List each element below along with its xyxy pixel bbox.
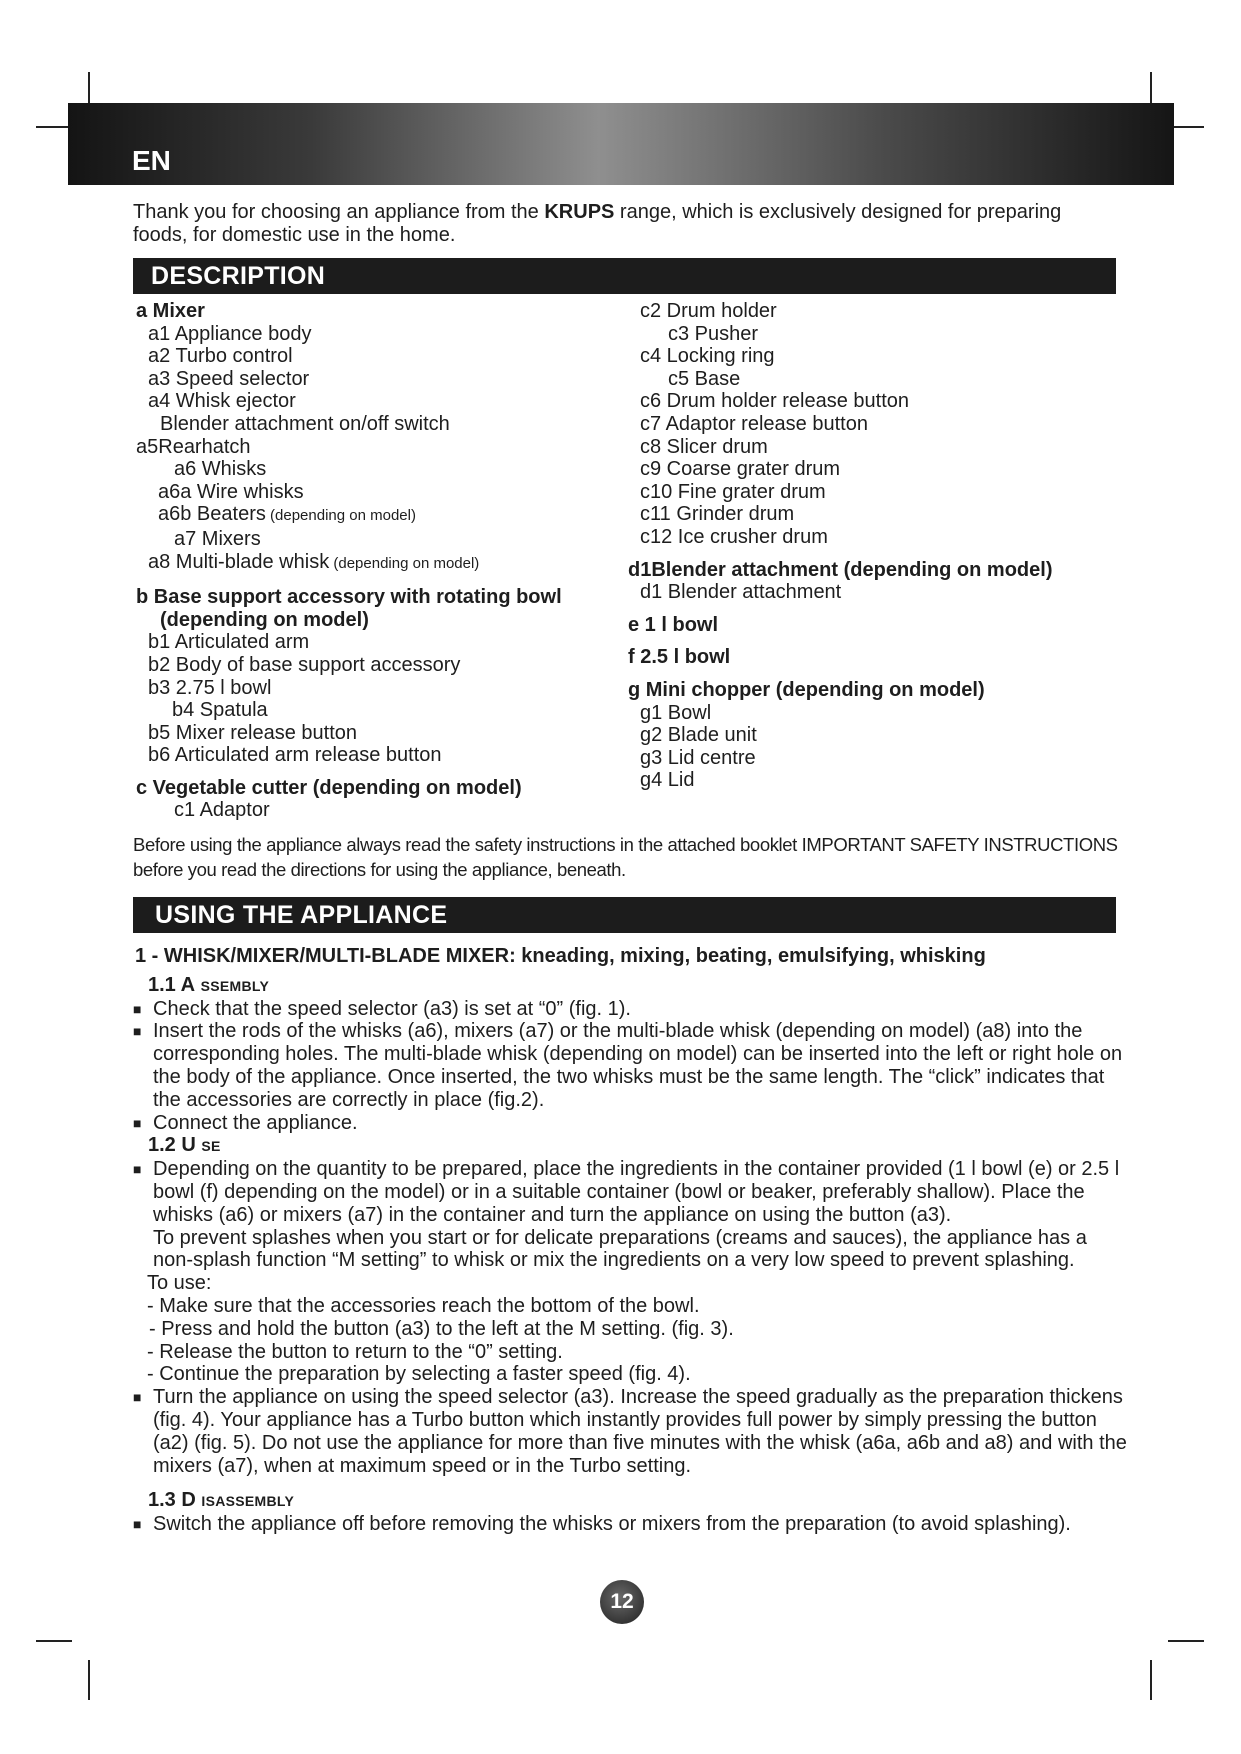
dash-item: - Release the button to return to the “0” setting. [147,1340,563,1363]
paragraph: To use: [147,1272,212,1295]
list-item: g1 Bowl [640,701,712,724]
list-item: (depending on model) [160,608,369,631]
bullet-item: ■ Switch the appliance off before removing the whisks or mixers from the preparation (to avoid splashing). [133,1513,1128,1536]
list-item: a2 Turbo control [148,345,293,368]
header-band [68,103,1174,185]
bullet-item: ■ Insert the rods of the whisks (a6), mixers (a7) or the multi-blade whisk (depending on model) (a8) into the corresponding holes. The multi-blade whisk (depending on model) can be inserted into the left or right hole on the body of the appliance. Once inserted, the two whisks must be the same length. The “click” indicates that the accessories are correctly in place (fig.2). [133,1020,1128,1111]
subheading-assembly: 1.1 A SSEMBLY [148,973,270,996]
list-item: b2 Body of base support accessory [148,653,461,676]
list-item: d1 Blender attachment [640,581,842,604]
page-number: 12 [600,1580,644,1624]
section-heading: 1 - WHISK/MIXER/MULTI-BLADE MIXER: kneading, mixing, beating, emulsifying, whisking [135,945,986,967]
description-header [133,258,1116,294]
list-item: g2 Blade unit [640,724,757,747]
list-item: a6 Whisks [174,458,267,481]
crop-mark [36,1640,72,1642]
list-item: b4 Spatula [172,699,268,722]
language-label: EN [132,145,171,176]
list-item: c1 Adaptor [174,799,270,822]
dash-item: - Continue the preparation by selecting a faster speed (fig. 4). [147,1363,691,1386]
list-item: c Vegetable cutter (depending on model) [136,776,522,799]
bullet-item: ■ Connect the appliance. [133,1112,1128,1135]
list-item: b1 Articulated arm [148,631,310,654]
list-item: b3 2.75 l bowl [148,676,272,699]
dash-item: - Make sure that the accessories reach the bottom of the bowl. [147,1294,700,1317]
description-right-column [628,300,1052,792]
intro-text: Thank you for choosing an appliance from the KRUPS range, which is exclusively designed for preparing foods, for domestic use in the home. [133,201,1062,246]
crop-mark [88,1660,90,1700]
paragraph: To prevent splashes when you start or for delicate preparations (creams and sauces), the appliance has a non-splash function “M setting” to whisk or mix the ingredients on a very low speed to prevent splashing. [153,1226,1087,1272]
list-item: a7 Mixers [174,527,261,550]
dash-item: - Press and hold the button (a3) to the left at the M setting. (fig. 3). [149,1317,734,1340]
list-item: a4 Whisk ejector [148,390,296,413]
list-item: e 1 l bowl [628,613,719,636]
list-item: b6 Articulated arm release button [148,744,442,767]
bullet-item: ■ Turn the appliance on using the speed selector (a3). Increase the speed gradually as the preparation thickens (fig. 4). Your appliance has a Turbo button which instantly provides full power by simply pressing the button (a2) (fig. 5). Do not use the appliance for more than five minutes with the whisk (a6a, a6b and a8) and with the mixers (a7), when at maximum speed or in the Turbo setting. [133,1386,1128,1477]
list-item: c3 Pusher [668,322,759,345]
list-item: a Mixer [136,300,205,322]
bullet-item: ■ Check that the speed selector (a3) is set at “0” (fig. 1). [133,998,1128,1021]
list-item: b5 Mixer release button [148,721,358,744]
list-item: Blender attachment on/off switch [160,412,450,435]
list-item: b Base support accessory with rotating bowl [136,586,562,609]
list-item: c2 Drum holder [640,300,777,322]
description-title: DESCRIPTION [151,262,326,290]
list-item: c9 Coarse grater drum [640,458,841,481]
description-left-column [136,300,562,822]
list-item: a5Rearhatch [136,435,251,458]
list-item: a6a Wire whisks [158,480,304,503]
using-title: USING THE APPLIANCE [155,901,448,929]
list-item: c5 Base [668,367,741,390]
list-item: a1 Appliance body [148,322,312,345]
using-content [133,945,1128,1536]
list-item: g4 Lid [640,769,695,792]
list-item: d1Blender attachment (depending on model) [628,558,1053,581]
bullet-item: ■ Depending on the quantity to be prepared, place the ingredients in the container provided (1 l bowl (e) or 2.5 l bowl (f) depending on the model) or in a suitable container (bowl or beaker, preferably shallow). Place the whisks (a6) or mixers (a7) in the container and turn the appliance on using the button (a3). [133,1158,1128,1226]
subheading-disassembly: 1.3 D ISASSEMBLY [148,1489,295,1512]
list-item: g3 Lid centre [640,746,756,769]
crop-mark [1150,1660,1152,1700]
list-item: f 2.5 l bowl [628,646,731,669]
crop-mark [1168,1640,1204,1642]
subheading-use: 1.2 U SE [148,1134,221,1157]
brand-name: KRUPS [544,201,615,223]
list-item: c6 Drum holder release button [640,390,910,413]
list-item: c10 Fine grater drum [640,480,826,503]
list-item: a6b Beaters (depending on model) [158,503,416,526]
list-item: c12 Ice crusher drum [640,525,828,548]
using-header [133,897,1116,933]
list-item: c11 Grinder drum [640,503,795,526]
list-item: c4 Locking ring [640,345,775,368]
safety-note: Before using the appliance always read the safety instructions in the attached booklet IMPORTANT SAFETY INSTRUCTIONS before you read the directions for using the appliance, beneath. [133,834,1118,880]
list-item: g Mini chopper (depending on model) [628,678,985,701]
list-item: a3 Speed selector [148,367,310,390]
list-item: c7 Adaptor release button [640,412,868,435]
crop-mark [36,126,72,128]
list-item: c8 Slicer drum [640,435,768,458]
list-item: a8 Multi-blade whisk (depending on model) [148,550,480,573]
